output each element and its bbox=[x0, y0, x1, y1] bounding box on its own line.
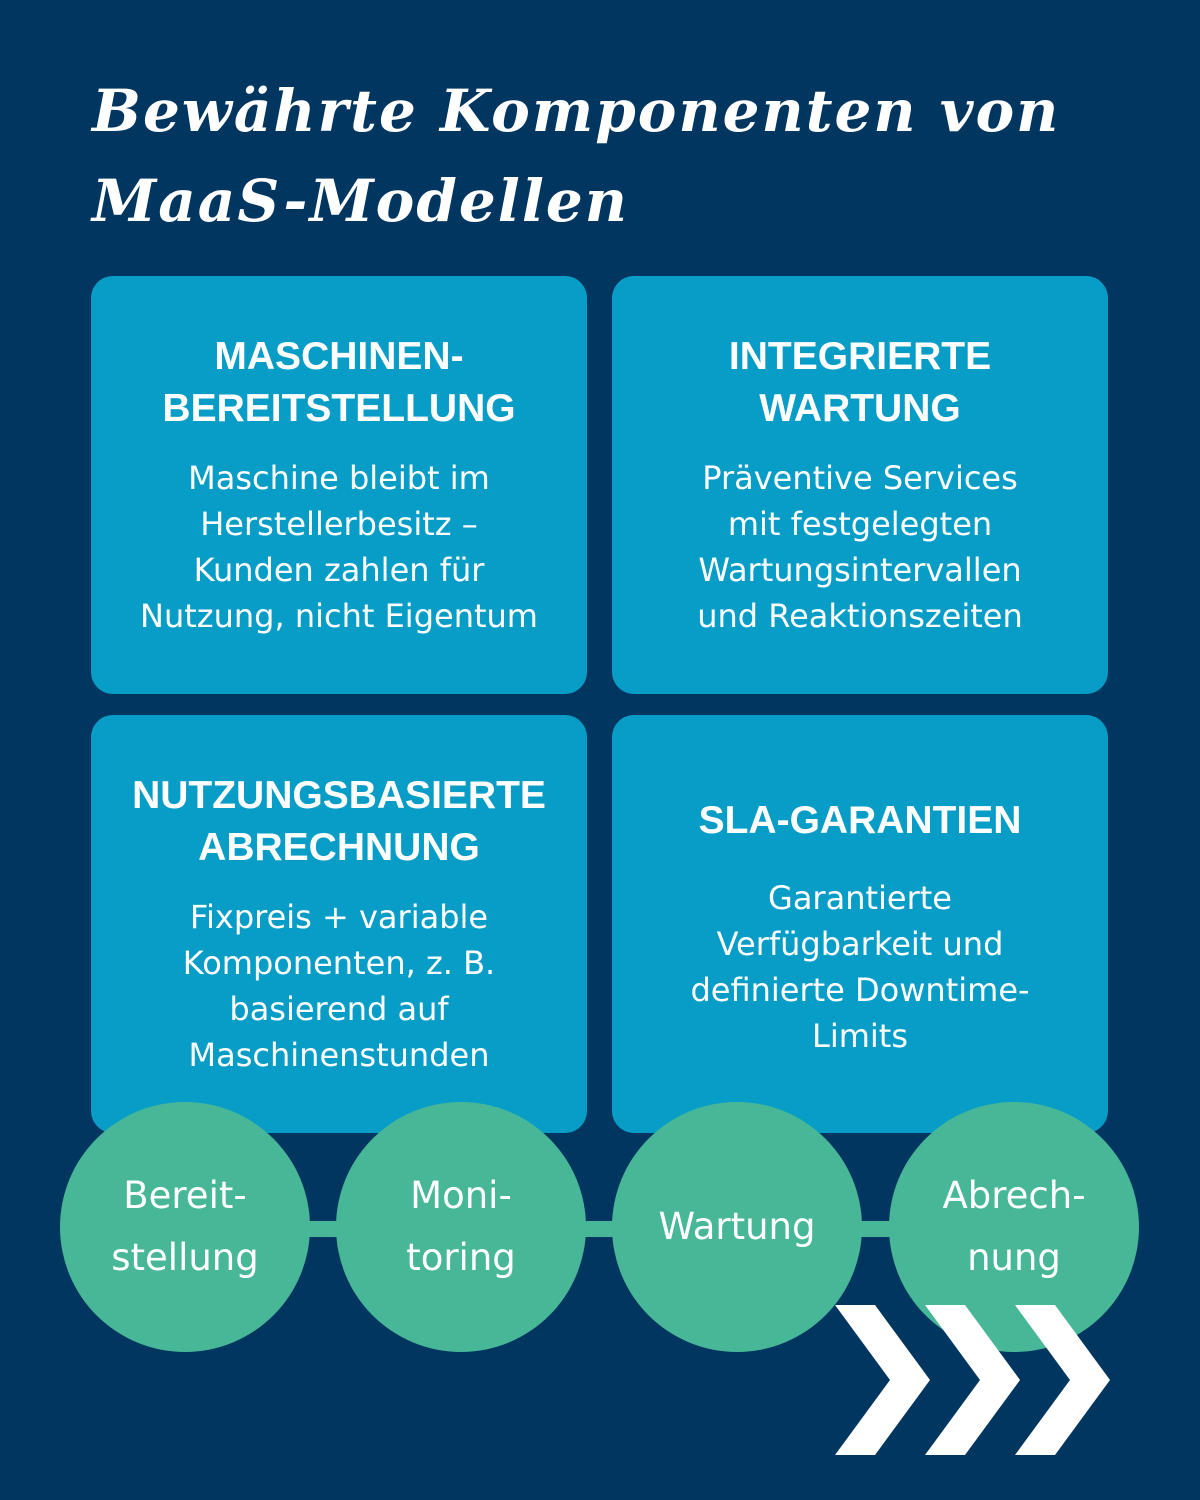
card-nutzungsbasierte-abrechnung bbox=[91, 715, 587, 1133]
chevron-right-icon bbox=[925, 1305, 1020, 1455]
card-title: SLA-GARANTIEN bbox=[698, 799, 1022, 842]
card-description: Maschine bleibt im Herstellerbesitz – Kunden zahlen für Nutzung, nicht Eigentum bbox=[140, 459, 538, 635]
card-title: MASCHINEN- BEREITSTELLUNG bbox=[162, 335, 516, 430]
chevron-right-icon bbox=[835, 1305, 930, 1455]
card-title: NUTZUNGSBASIERTE ABRECHNUNG bbox=[132, 774, 546, 869]
card-title: INTEGRIERTE WARTUNG bbox=[728, 335, 992, 430]
card-integrierte-wartung bbox=[612, 276, 1108, 694]
step-wartung: Wartung bbox=[612, 1102, 862, 1352]
card-description: Fixpreis + variable Komponenten, z. B. basierend auf Maschinenstunden bbox=[182, 898, 496, 1074]
step-bereitstellung: Bereit- stellung bbox=[60, 1102, 310, 1352]
page-title: Bewährte Komponenten von MaaS-Modellen bbox=[92, 77, 1061, 235]
chevron-right-icon bbox=[1015, 1305, 1110, 1455]
card-description: Präventive Services mit festgelegten Wartungsintervallen und Reaktionszeiten bbox=[697, 459, 1023, 635]
triple-chevron-right-icon bbox=[830, 1305, 1120, 1455]
step-monitoring: Moni- toring bbox=[336, 1102, 586, 1352]
card-sla-garantien bbox=[612, 715, 1108, 1133]
card-maschinen-bereitstellung bbox=[91, 276, 587, 694]
card-description: Garantierte Verfügbarkeit und definierte Downtime- Limits bbox=[690, 879, 1030, 1055]
step-abrechnung: Abrech- nung bbox=[889, 1102, 1139, 1352]
